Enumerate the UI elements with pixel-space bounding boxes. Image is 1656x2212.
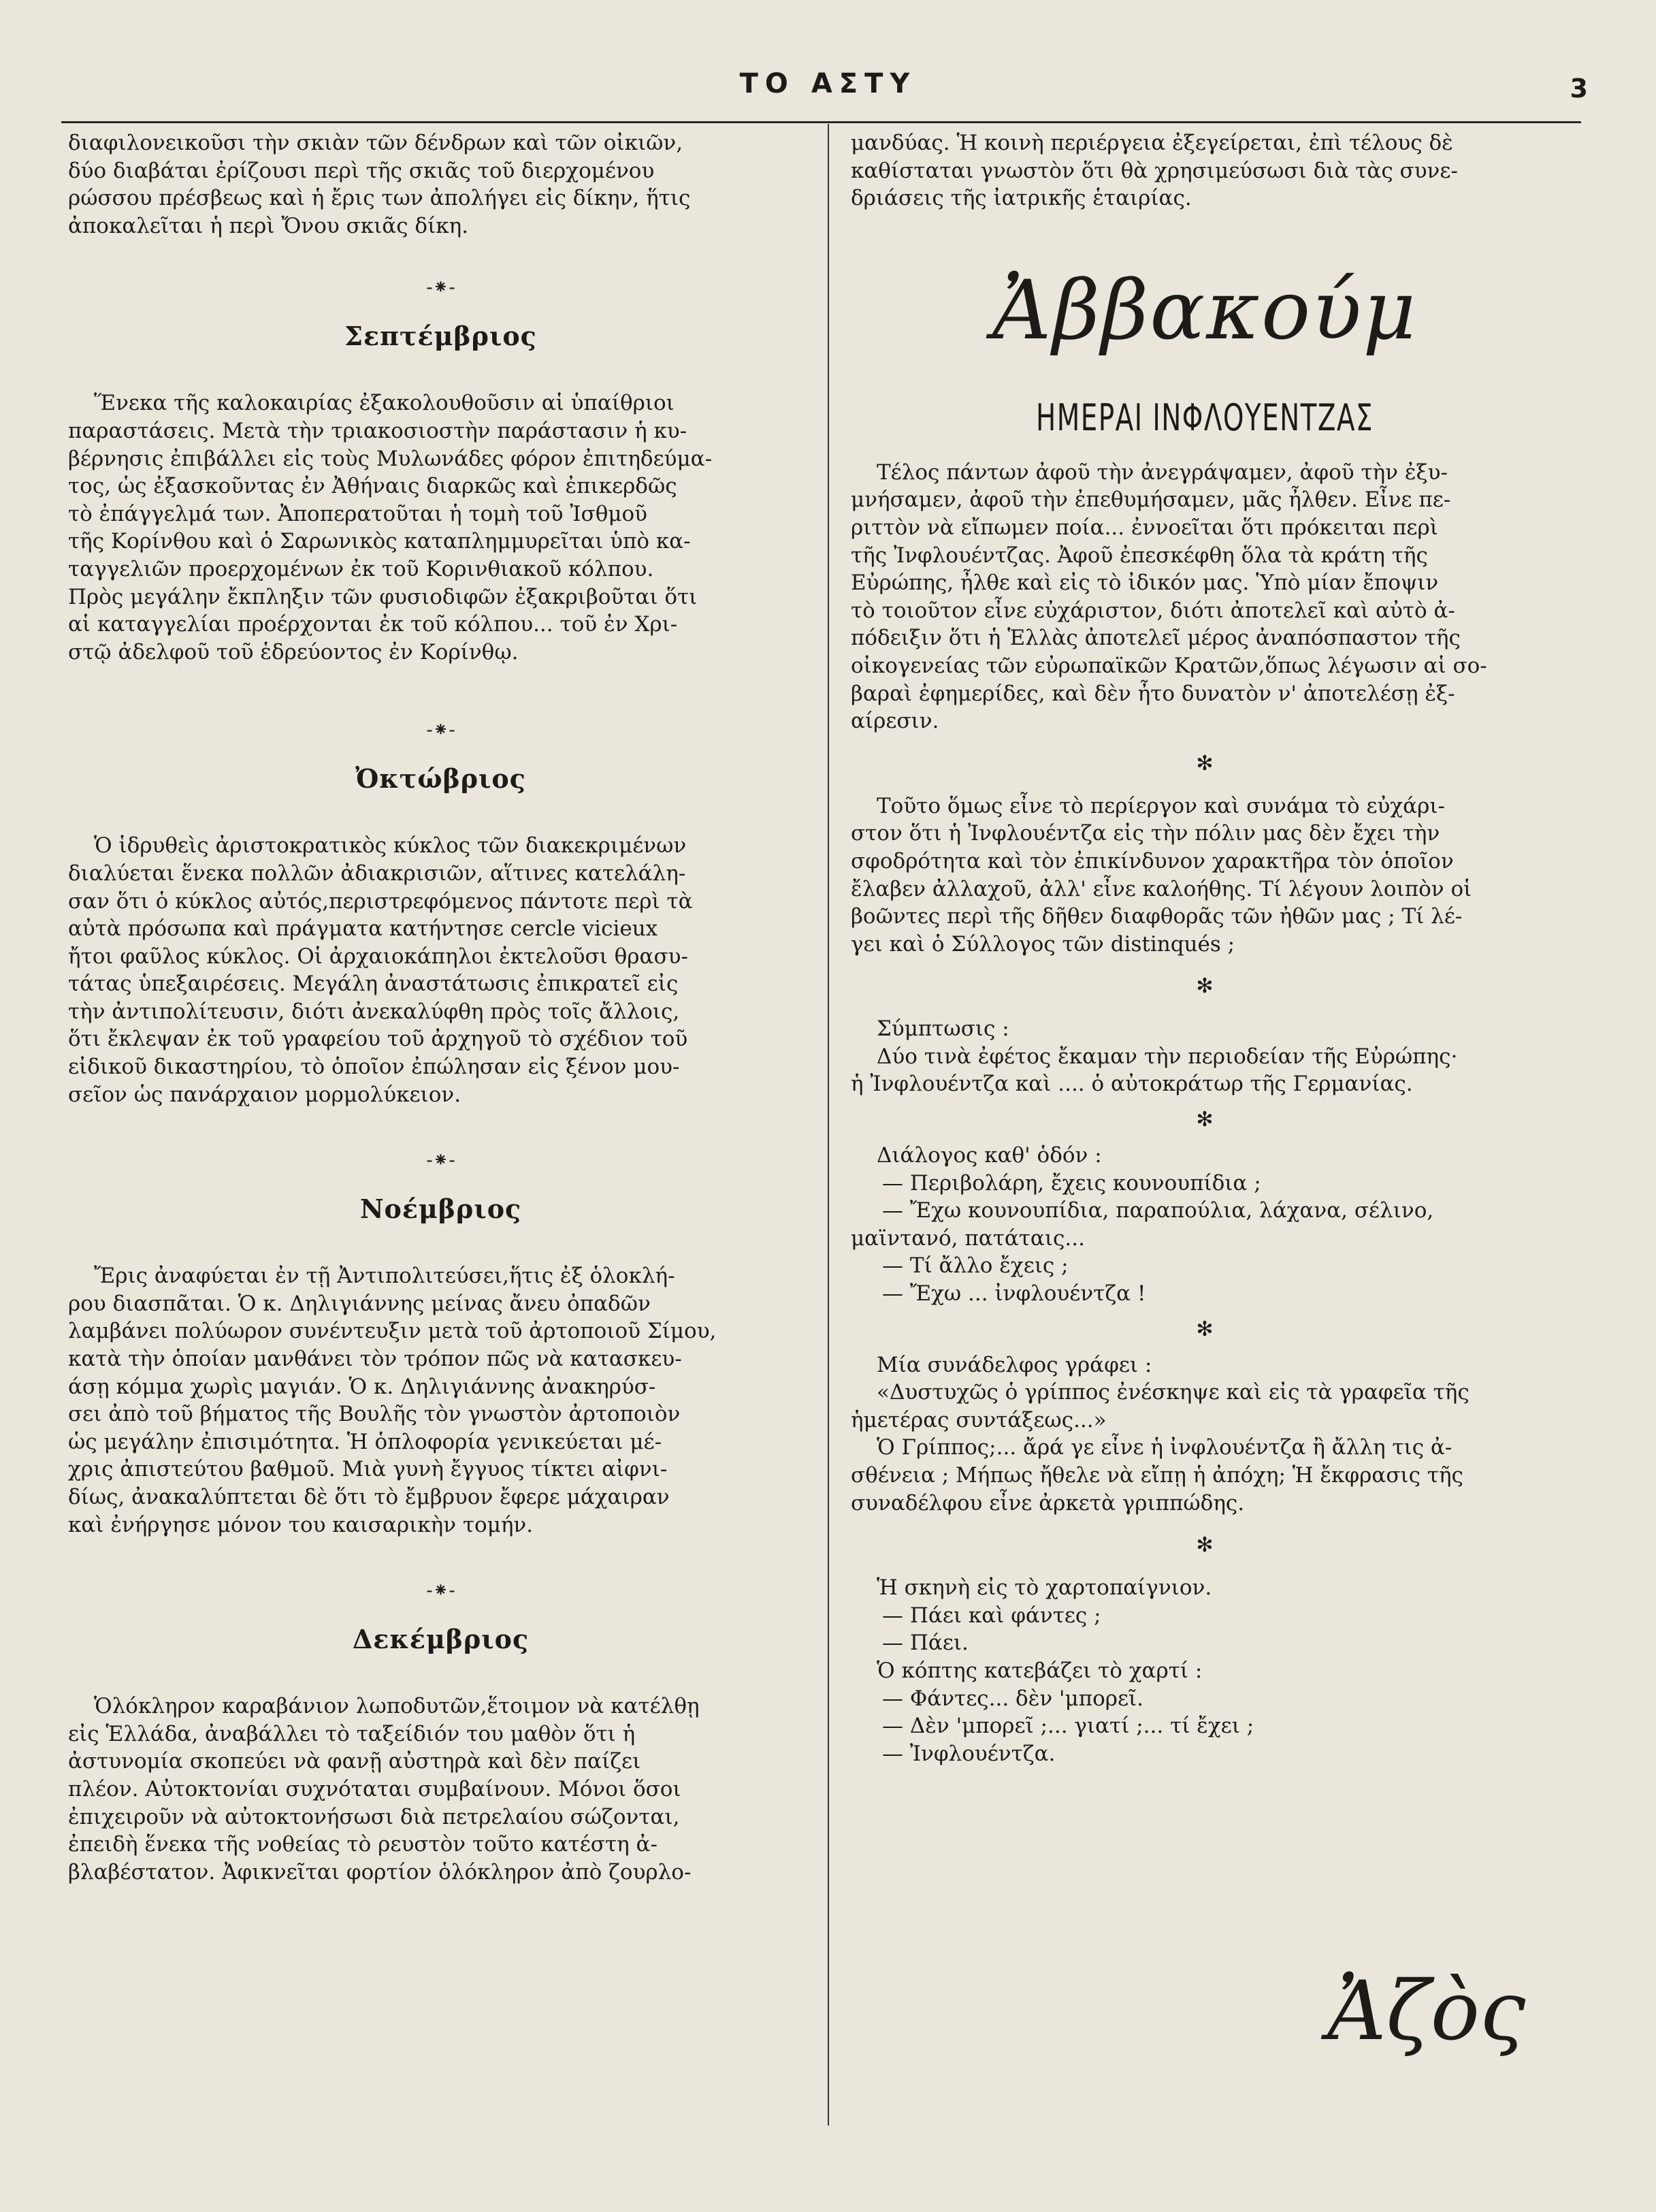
text-line: δίως, ἀνακαλύπτεται δὲ ὅτι τὸ ἔμβρυον ἔφερε μάχαιραν (68, 1485, 670, 1509)
coincidence-paragraph (851, 1015, 1559, 1098)
text-line: τάτας ὑπεξαιρέσεις. Μεγάλη ἀναστάτωσις ἐπικρατεῖ εἰς (68, 972, 679, 997)
left-column (68, 129, 813, 1886)
text-line: τῆς Κορίνθου καὶ ὁ Σαρωνικὸς καταπλημμυρεῖται ὑπὸ κα- (68, 529, 691, 554)
intro-paragraph (851, 129, 1559, 212)
text-line: Ὁ Γρίππος;... ἄρά γε εἶνε ἡ ἰνφλουέντζα ἢ ἄλλη τις ἀ- (877, 1435, 1452, 1460)
text-line: χρις ἀπιστεύτου βαθμοῦ. Μιὰ γυνὴ ἔγγυος τίκτει αἰφνι- (68, 1457, 668, 1482)
text-line: Ὁλόκληρον καραβάνιον λωποδυτῶν,ἕτοιμον νὰ κατέλθῃ (94, 1694, 700, 1719)
column-divider (828, 124, 829, 2126)
text-line: σεῖον ὡς πανάρχαιον μορμολύκειον. (68, 1082, 461, 1107)
text-line: μνήσαμεν, ἀφοῦ τὴν ἐπεθυμήσαμεν, μᾶς ἦλθεν. Εἶνε πε- (851, 487, 1451, 513)
dialogue-line: μαϊντανό, πατάταις... (851, 1225, 1085, 1251)
text-line: δριάσεις τῆς ἰατρικῆς ἑταιρίας. (851, 186, 1192, 211)
text-line: Τοῦτο ὅμως εἶνε τὸ περίεργον καὶ συνάμα τὸ εὐχάρι- (877, 793, 1445, 818)
ornament-divider: -⁕- (426, 1579, 455, 1602)
text-line: στον ὅτι ἡ Ἰνφλουέντζα εἰς τὴν πόλιν μας δὲν ἔχει τὴν (851, 821, 1440, 846)
asterism-divider: ✻ (1196, 1533, 1214, 1558)
text-line: οἰκογενείας τῶν εὐρωπαϊκῶν Κρατῶν,ὅπως λέγωσιν αἱ σο- (851, 653, 1487, 678)
text-line: ρου διασπᾶται. Ὁ κ. Δηλιγιάννης μείνας ἄνευ ὀπαδῶν (68, 1291, 651, 1316)
street-dialogue (851, 1142, 1559, 1308)
asterism-divider: ✻ (1196, 974, 1214, 999)
dialogue-line: — Δὲν 'μπορεῖ ;... γιατί ;... τί ἔχει ; (882, 1714, 1254, 1739)
text-line: εἰς Ἑλλάδα, ἀναβάλλει τὸ ταξείδιόν του μαθὸν ὅτι ἡ (68, 1721, 636, 1746)
text-line: Ὁ ἱδρυθεὶς ἀριστοκρατικὸς κύκλος τῶν διακεκριμένων (94, 833, 687, 859)
card-game-dialogue (851, 1574, 1559, 1767)
article-title: ΗΜΕΡΑΙ ΙΝΦΛΟΥΕΝΤΖΑΣ (1036, 396, 1374, 439)
text-line: ἡμετέρας συντάξεως...» (851, 1407, 1107, 1432)
text-line: αὐτὰ πρόσωπα καὶ πράγματα κατήντησε cercle vicieux (68, 916, 658, 942)
text-line: γει καὶ ὁ Σύλλογος τῶν distinqués ; (851, 931, 1235, 957)
text-line: πόδειξιν ὅτι ἡ Ἑλλὰς ἀποτελεῖ μέρος ἀναπόσπαστον τῆς (851, 626, 1461, 651)
text-line: «Δυστυχῶς ὁ γρίππος ἐνέσκηψε καὶ εἰς τὰ γραφεῖα τῆς (877, 1380, 1470, 1405)
text-line: ἤτοι φαῦλος κύκλος. Οἱ ἀρχαιοκάπηλοι ἐκτελοῦσι θρασυ- (68, 944, 688, 969)
text-line: τὴν ἀντιπολίτευσιν, διότι ἀνεκαλύφθη πρὸς τοῖς ἄλλοις, (68, 999, 680, 1024)
text-line: ριττὸν νὰ εἴπωμεν ποία... ἐννοεῖται ὅτι πρόκειται περὶ (851, 515, 1438, 540)
text-line: τος, ὡς ἐξασκοῦντας ἐν Ἀθήναις διαρκῶς καὶ ἐπικερδῶς (68, 474, 677, 499)
text-line: σφοδρότητα καὶ τὸν ἐπικίνδυνον χαρακτῆρα τὸν ὁποῖον (851, 848, 1454, 873)
text-line: ὅτι ἔκλεψαν ἐκ τοῦ γραφείου τοῦ ἀρχηγοῦ τὸ σχέδιον τοῦ (68, 1027, 688, 1052)
section-heading-october: Ὀκτώβριος (355, 763, 526, 795)
text-line: στῷ ἀδελφοῦ τοῦ ἑδρεύοντος ἐν Κορίνθῳ. (68, 639, 519, 664)
text-line: ἔλαβεν ἀλλαχοῦ, ἀλλ' εἶνε καλοήθης. Τί λέγουν λοιπὸν οἱ (851, 876, 1472, 901)
text-line: σει ἀπὸ τοῦ βήματος τῆς Βουλῆς τὸν γνωστὸν ἀρτοποιὸν (68, 1402, 681, 1427)
text-line: Πρὸς μεγάλην ἔκπληξιν τῶν φυσιοδιφῶν ἐξακριβοῦται ὅτι (68, 584, 698, 609)
text-line: αἱ καταγγελίαι προέρχονται ἐκ τοῦ κόλπου... τοῦ ἐν Χρι- (68, 612, 678, 637)
text-line: Μία συνάδελφος γράφει : (877, 1352, 1152, 1377)
text-line: βέρνησις ἐπιβάλλει εἰς τοὺς Μυλωνάδες φόρον ἐπιτηδεύμα- (68, 446, 713, 471)
text-line: εἰδικοῦ δικαστηρίου, τὸ ὁποῖον ἐπώλησαν εἰς ξένον μου- (68, 1055, 680, 1080)
dialogue-intro: Διάλογος καθ' ὁδόν : (877, 1143, 1102, 1168)
september-paragraph (68, 389, 813, 666)
ornament-divider: -⁕- (426, 276, 455, 299)
section-heading-december: Δεκέμβριος (352, 1624, 530, 1655)
dialogue-line: — Τί ἄλλο ἔχεις ; (882, 1253, 1069, 1279)
text-line: τὸ τοιοῦτον εἶνε εὐχάριστον, διότι ἀποτελεῖ καὶ αὐτὸ ἀ- (851, 598, 1455, 623)
text-line: βλαβέστατον. Ἀφικνεῖται φορτίον ὁλόκληρον ἀπὸ ζουρλο- (68, 1859, 692, 1885)
dialogue-line: — Περιβολάρη, ἔχεις κουνουπίδια ; (882, 1170, 1261, 1196)
text-line: συναδέλφου εἶνε ἀρκετὰ γριππώδης. (851, 1490, 1245, 1516)
text-line: σαν ὅτι ὁ κύκλος αὐτός,περιστρεφόμενος πάντοτε περὶ τὰ (68, 888, 693, 914)
text-line: τῆς Ἰνφλουέντζας. Ἀφοῦ ἐπεσκέφθη ὅλα τὰ κράτη τῆς (851, 543, 1428, 568)
text-line: βοῶντες περὶ τῆς δῆθεν διαφθορᾶς τῶν ἠθῶν μας ; Τί λέ- (851, 904, 1463, 929)
text-line: ρώσσου πρέσβεως καὶ ἡ ἔρις των ἀπολήγει εἰς δίκην, ἥτις (68, 186, 691, 211)
dialogue-line: — Πάει. (882, 1631, 969, 1656)
text-line: πλέον. Αὐτοκτονίαι συχνόταται συμβαίνουν. Μόνοι ὅσοι (68, 1776, 681, 1801)
dialogue-line: — Φάντες... δὲν 'μπορεῖ. (882, 1686, 1144, 1711)
text-line: καθίσταται γνωστὸν ὅτι θὰ χρησιμεύσωσι διὰ τὰς συνε- (851, 158, 1458, 183)
text-line: Εὐρώπης, ἦλθε καὶ εἰς τὸ ἰδικόν μας. Ὑπὸ μίαν ἔποψιν (851, 571, 1439, 596)
october-paragraph (68, 832, 813, 1108)
influenza-paragraph-2 (851, 792, 1559, 959)
text-line: κατὰ τὴν ὁποίαν μανθάνει τὸν τρόπον πῶς νὰ κατασκευ- (68, 1347, 682, 1372)
text-line: δύο διαβάται ἐρίζουσι περὶ τῆς σκιᾶς τοῦ διερχομένου (68, 158, 655, 183)
text-line: ἡ Ἰνφλουέντζα καὶ .... ὁ αὐτοκράτωρ τῆς Γερμανίας. (851, 1072, 1413, 1097)
influenza-paragraph-1 (851, 459, 1559, 735)
text-line: ταγγελιῶν προερχομένων ἐκ τοῦ Κορινθιακοῦ κόλπου. (68, 556, 654, 581)
text-line: ὡς μεγάλην ἐπισιμότητα. Ἡ ὁπλοφορία γενικεύεται μέ- (68, 1429, 662, 1454)
ornament-divider: -⁕- (426, 718, 455, 741)
text-line: Δύο τινὰ ἐφέτος ἔκαμαν τὴν περιοδείαν τῆς Εὐρώπης· (877, 1044, 1458, 1069)
text-line: άσῃ κόμμα χωρὶς μαγιάν. Ὁ κ. Δηλιγιάννης ἀνακηρύσ- (68, 1374, 656, 1399)
text-line: Ἔρις ἀναφύεται ἐν τῇ Ἀντιπολιτεύσει,ἥτις ἐξ ὁλοκλή- (94, 1264, 675, 1289)
dialogue-line: — Πάει καὶ φάντες ; (882, 1603, 1101, 1628)
text-line: διαλύεται ἕνεκα πολλῶν ἀδιακρισιῶν, αἵτινες κατελάλη- (68, 861, 686, 886)
author-signature: Ἀββακούμ (992, 263, 1418, 358)
dialogue-line: — Ἔχω ... ἰνφλουέντζα ! (882, 1281, 1146, 1307)
text-line: τὸ ἐπάγγελμά των. Ἀποπερατοῦται ἡ τομὴ τοῦ Ἰσθμοῦ (68, 501, 648, 526)
december-paragraph (68, 1693, 813, 1886)
colleague-paragraph (851, 1351, 1559, 1518)
text-line: λαμβάνει πολύωρον συνέντευξιν μετὰ τοῦ ἀρτοποιοῦ Σίμου, (68, 1319, 717, 1344)
text-line: σθένεια ; Μήπως ἤθελε νὰ εἴπῃ ἡ ἀπόχη; Ἡ ἔκφρασις τῆς (851, 1463, 1463, 1488)
right-column (851, 129, 1559, 1767)
text-line: ἐπιχειροῦν νὰ αὐτοκτονήσωσι διὰ πετρελαίου σώζονται, (68, 1804, 680, 1829)
ornament-divider: -⁕- (426, 1149, 455, 1172)
text-line: αίρεσιν. (851, 709, 939, 734)
asterism-divider: ✻ (1196, 751, 1214, 775)
text-line: Ἕνεκα τῆς καλοκαιρίας ἐξακολουθοῦσιν αἱ ὑπαίθριοι (94, 391, 675, 416)
intro-paragraph (68, 129, 813, 240)
text-line: παραστάσεις. Μετὰ τὴν τριακοσιοστὴν παράστασιν ἡ κυ- (68, 418, 687, 443)
dialogue-line: Ὁ κόπτης κατεβάζει τὸ χαρτί : (877, 1658, 1203, 1683)
text-line: μανδύας. Ἡ κοινὴ περιέργεια ἐξεγείρεται, ἐπὶ τέλους δὲ (851, 131, 1453, 155)
dialogue-line: — Ἰνφλουέντζα. (882, 1741, 1056, 1766)
section-heading-september: Σεπτέμβριος (344, 321, 537, 352)
section-heading-november: Νοέμβριος (359, 1193, 522, 1225)
masthead (61, 61, 1595, 116)
asterism-divider: ✻ (1196, 1317, 1214, 1341)
text-line: Σύμπτωσις : (877, 1016, 1009, 1042)
november-paragraph (68, 1262, 813, 1539)
text-line: καὶ ἐνήργησε μόνον του καισαρικὴν τομήν. (68, 1512, 534, 1537)
header-rule (61, 121, 1581, 123)
text-line: διαφιλονεικοῦσι τὴν σκιὰν τῶν δένδρων καὶ τῶν οἰκιῶν, (68, 131, 683, 155)
text-line: ἀποκαλεῖται ἡ περὶ Ὄνου σκιᾶς δίκη. (68, 213, 469, 238)
page-number: 3 (1570, 74, 1588, 103)
journal-title: ΤΟ ΑΣΤΥ (739, 68, 917, 99)
text-line: βαραὶ ἐφημερίδες, καὶ δὲν ἦτο δυνατὸν ν' ἀποτελέσῃ ἐξ- (851, 681, 1455, 706)
asterism-divider: ✻ (1196, 1108, 1214, 1132)
text-line: Τέλος πάντων ἀφοῦ τὴν ἀνεγράψαμεν, ἀφοῦ τὴν ἐξυ- (877, 460, 1448, 485)
text-line: ἀστυνομία σκοπεύει νὰ φανῇ αὐστηρὰ καὶ δὲν παίζει (68, 1749, 641, 1774)
closing-signature: Ἀζὸς (1327, 1964, 1526, 2059)
text-line: ἐπειδὴ ἕνεκα τῆς νοθείας τὸ ρευστὸν τοῦτο κατέστη ἀ- (68, 1832, 657, 1857)
dialogue-intro: Ἡ σκηνὴ εἰς τὸ χαρτοπαίγνιον. (877, 1575, 1212, 1601)
dialogue-line: — Ἔχω κουνουπίδια, παραπούλια, λάχανα, σέλινο, (882, 1198, 1434, 1223)
